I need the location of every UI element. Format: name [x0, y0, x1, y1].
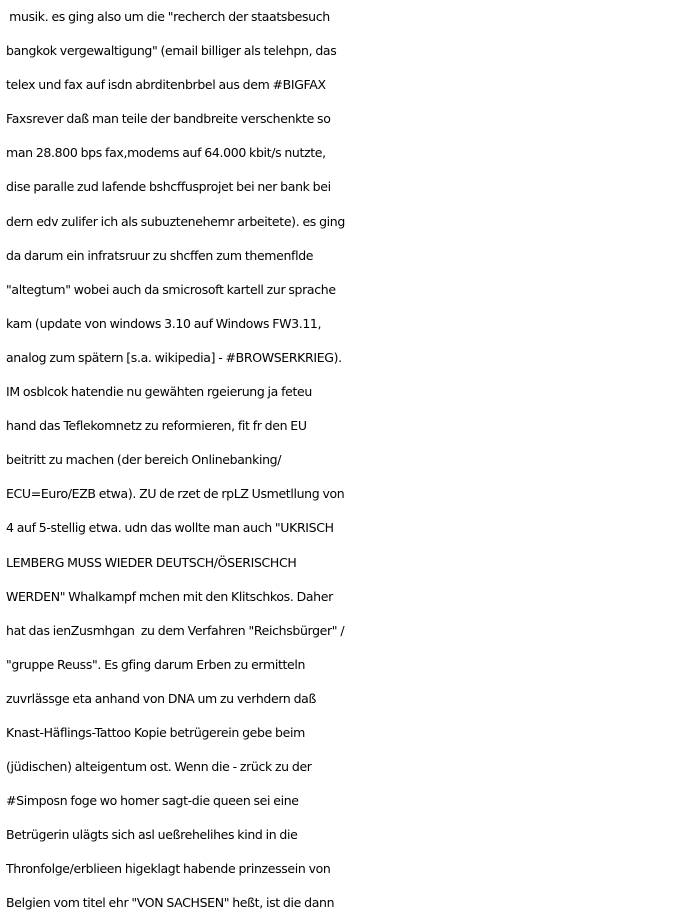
text-line: "gruppe Reuss". Es gfing darum Erben zu ermitteln [6, 656, 306, 672]
text-line: zuvrlässge eta anhand von DNA um zu verhdern daß [6, 690, 317, 706]
text-line: kam (update von windows 3.10 auf Windows FW3.11, [6, 315, 322, 331]
text-line: beitritt zu machen (der bereich Onlinebanking/ [6, 452, 282, 468]
text-line: musik. es ging also um die "recherch der staatsbesuch [6, 9, 330, 24]
text-line: man 28.800 bps fax,modems auf 64.000 kbit/s nutzte, [6, 145, 326, 161]
text-line: da darum ein infratsruur zu shcffen zum themenflde [6, 247, 314, 263]
text-line: Betrügerin ulägts sich asl ueßrehelihes kind in die [6, 827, 298, 843]
text-line: 4 auf 5-stellig etwa. udn das wollte man auch "UKRISCH [6, 520, 334, 536]
text-line: dern edv zulifer ich als subuztenehemr arbeitete). es ging [6, 213, 345, 229]
text-line: Belgien vom titel ehr "VON SACHSEN" heßt, ist die dann [6, 895, 335, 911]
text-line: telex und fax auf isdn abrditenbrbel aus dem #BIGFAX [6, 77, 326, 93]
text-line: WERDEN" Whalkampf mchen mit den Klitschkos. Daher [6, 588, 333, 604]
text-line: LEMBERG MUSS WIEDER DEUTSCH/ÖSERISCHCH [6, 554, 297, 570]
text-line: "altegtum" wobei auch da smicrosoft kartell zur sprache [6, 281, 336, 297]
document-text [6, 0, 684, 921]
text-line: Knast-Häflings-Tattoo Kopie betrügerein gebe beim [6, 724, 305, 740]
text-line: ECU=Euro/EZB etwa). ZU de rzet de rpLZ Usmetllung von [6, 486, 345, 502]
text-line: hat das ienZusmhgan zu dem Verfahren "Reichsbürger" / [6, 622, 345, 638]
text-line: Faxsrever daß man teile der bandbreite verschenkte so [6, 111, 331, 127]
text-line: dise paralle zud lafende bshcffusprojet bei ner bank bei [6, 179, 331, 195]
text-line: Thronfolge/erblieen higeklagt habende prinzessein von [6, 861, 331, 877]
text-line: hand das Teflekomnetz zu reformieren, fit fr den EU [6, 418, 307, 434]
text-line: (jüdischen) alteigentum ost. Wenn die - zrück zu der [6, 759, 312, 775]
text-line: analog zum spätern [s.a. wikipedia] - #BROWSERKRIEG). [6, 349, 342, 365]
text-line: IM osblcok hatendie nu gewähten rgeierung ja feteu [6, 384, 312, 400]
text-line: bangkok vergewaltigung" (email billiger als telehpn, das [6, 43, 337, 59]
text-line: #Simposn foge wo homer sagt-die queen sei eine [6, 793, 299, 809]
